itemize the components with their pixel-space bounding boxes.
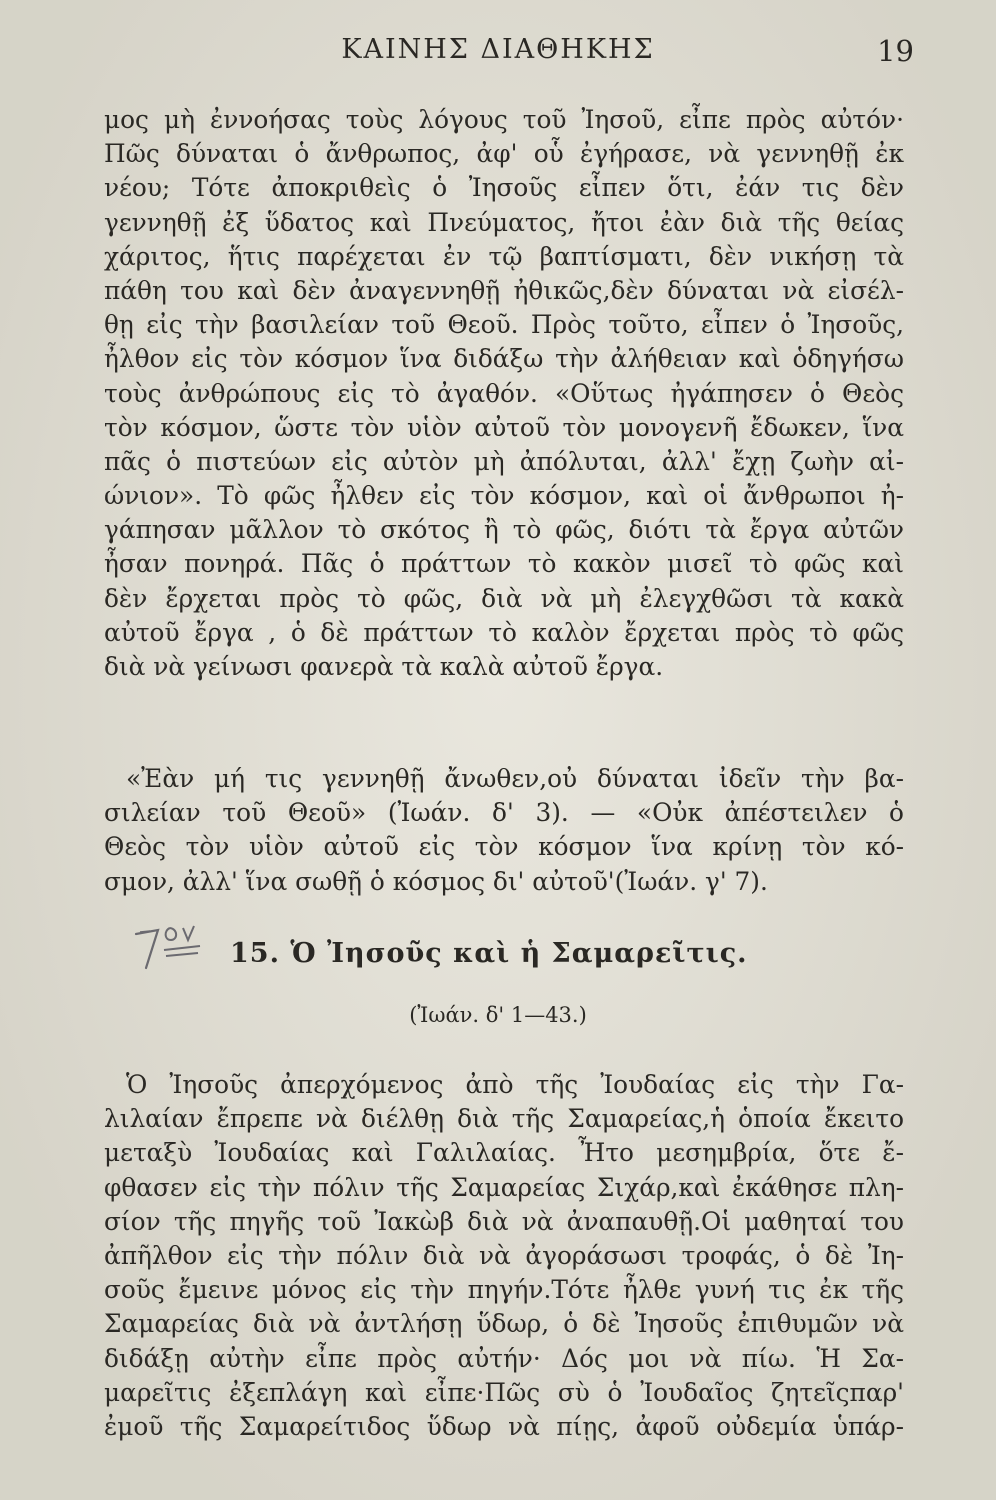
text-line: διδάξῃ αὐτὴν εἶπε πρὸς αὐτήν· Δός μοι νὰ πίω. Ἡ Σα- [104,1343,904,1373]
running-title: ΚΑΙΝΗΣ ΔΙΑΘΗΚΗΣ [341,34,655,65]
text-line: ἦσαν πονηρά. Πᾶς ὁ πράττων τὸ κακὸν μισεῖ τὸ φῶς καὶ [104,549,904,579]
text-line: Πῶς δύναται ὁ ἄνθρωπος, ἀφ' οὗ ἐγήρασε, νὰ γεννηθῇ ἐκ [104,139,904,169]
text-line: Θεὸς τὸν υἱὸν αὐτοῦ εἰς τὸν κόσμον ἵνα κρίνῃ τὸν κό- [104,832,904,862]
paragraph-1 [104,103,904,684]
section-reference: (Ἰωάν. δ' 1—43.) [409,1003,587,1027]
text-line: ἦλθον εἰς τὸν κόσμον ἵνα διδάξω τὴν ἀλήθειαν καὶ ὁδηγήσω [104,344,904,374]
text-line: «Ἐὰν μή τις γεννηθῇ ἄνωθεν,οὐ δύναται ἰδεῖν τὴν βα- [126,764,904,793]
text-line: νέου; Τότε ἀποκριθεὶς ὁ Ἰησοῦς εἶπεν ὅτι, ἐάν τις δὲν [104,173,904,203]
paragraph-2 [104,1068,904,1444]
text-line: χάριτος, ἥτις παρέχεται ἐν τῷ βαπτίσματι, δὲν νικήσῃ τὰ [104,241,904,271]
text-line: θῃ εἰς τὴν βασιλείαν τοῦ Θεοῦ. Πρὸς τοῦτο, εἶπεν ὁ Ἰησοῦς, [104,310,904,340]
text-line: μεταξὺ Ἰουδαίας καὶ Γαλιλαίας. Ἦτο μεσημβρία, ὅτε ἔ- [104,1138,904,1168]
text-line: σίον τῆς πηγῆς τοῦ Ἰακὼβ διὰ νὰ ἀναπαυθῇ.Οἱ μαθηταί του [104,1206,904,1236]
text-line: Ὁ Ἰησοῦς ἀπερχόμενος ἀπὸ τῆς Ἰουδαίας εἰς τὴν Γα- [126,1070,904,1099]
text-line: γάπησαν μᾶλλον τὸ σκότος ἢ τὸ φῶς, διότι τὰ ἔργα αὐτῶν [104,515,904,545]
text-line: τοὺς ἀνθρώπους εἰς τὸ ἀγαθόν. «Οὕτως ἠγάπησεν ὁ Θεὸς [104,378,904,408]
text-line: ώνιον». Τὸ φῶς ἦλθεν εἰς τὸν κόσμον, καὶ οἱ ἄνθρωποι ἠ- [104,481,904,511]
text-line: διὰ νὰ γείνωσι φανερὰ τὰ καλὰ αὐτοῦ ἔργα. [104,652,664,681]
section-heading [0,938,996,978]
text-line: σμον, ἀλλ' ἵνα σωθῇ ὁ κόσμος δι' αὐτοῦ'(Ἰωάν. γ' 7). [104,866,768,896]
text-line: τὸν κόσμον, ὥστε τὸν υἱὸν αὐτοῦ τὸν μονογενῆ ἔδωκεν, ἵνα [104,412,904,442]
text-line: δὲν ἔρχεται πρὸς τὸ φῶς, διὰ νὰ μὴ ἐλεγχθῶσι τὰ κακὰ [104,583,904,613]
text-line: μαρεῖτις ἐξεπλάγη καὶ εἶπε·Πῶς σὺ ὁ Ἰουδαῖος ζητεῖςπαρ' [104,1377,904,1407]
text-line: αὐτοῦ ἔργα , ὁ δὲ πράττων τὸ καλὸν ἔρχεται πρὸς τὸ φῶς [104,617,904,647]
text-line: ἀπῆλθον εἰς τὴν πόλιν διὰ νὰ ἀγοράσωσι τροφάς, ὁ δὲ Ἰη- [104,1240,904,1270]
text-line: φθασεν εἰς τὴν πόλιν τῆς Σαμαρείας Σιχάρ,καὶ ἐκάθησε πλη- [104,1172,904,1202]
page-number: 19 [877,34,914,68]
text-line: Σαμαρείας διὰ νὰ ἀντλήσῃ ὕδωρ, ὁ δὲ Ἰησοῦς ἐπιθυμῶν νὰ [104,1309,904,1339]
text-line: γεννηθῇ ἐξ ὕδατος καὶ Πνεύματος, ἤτοι ἐὰν διὰ τῆς θείας [104,207,904,237]
text-line: πᾶς ὁ πιστεύων εἰς αὐτὸν μὴ ἀπόλυται, ἀλλ' ἔχῃ ζωὴν αἰ- [104,446,904,476]
text-line: πάθη του καὶ δὲν ἀναγεννηθῇ ἠθικῶς,δὲν δύναται νὰ εἰσέλ- [104,275,904,305]
text-line: σοῦς ἔμεινε μόνος εἰς τὴν πηγήν.Τότε ἦλθε γυνή τις ἐκ τῆς [104,1275,904,1305]
text-line: ἐμοῦ τῆς Σαμαρείτιδος ὕδωρ νὰ πίῃς, ἀφοῦ οὐδεμία ὑπάρ- [104,1411,904,1441]
text-line: σιλείαν τοῦ Θεοῦ» (Ἰωάν. δ' 3). — «Οὐκ ἀπέστειλεν ὁ [104,798,904,828]
text-line: λιλαίαν ἔπρεπε νὰ διέλθῃ διὰ τῆς Σαμαρείας,ἡ ὁποία ἔκειτο [104,1104,904,1134]
scripture-quote [104,762,904,899]
section-title: 15. Ὁ Ἰησοῦς καὶ ἡ Σαμαρεῖτις. [230,938,748,969]
page-header [0,34,996,74]
text-line: μος μὴ ἐννοήσας τοὺς λόγους τοῦ Ἰησοῦ, εἶπε πρὸς αὐτόν· [104,105,904,134]
